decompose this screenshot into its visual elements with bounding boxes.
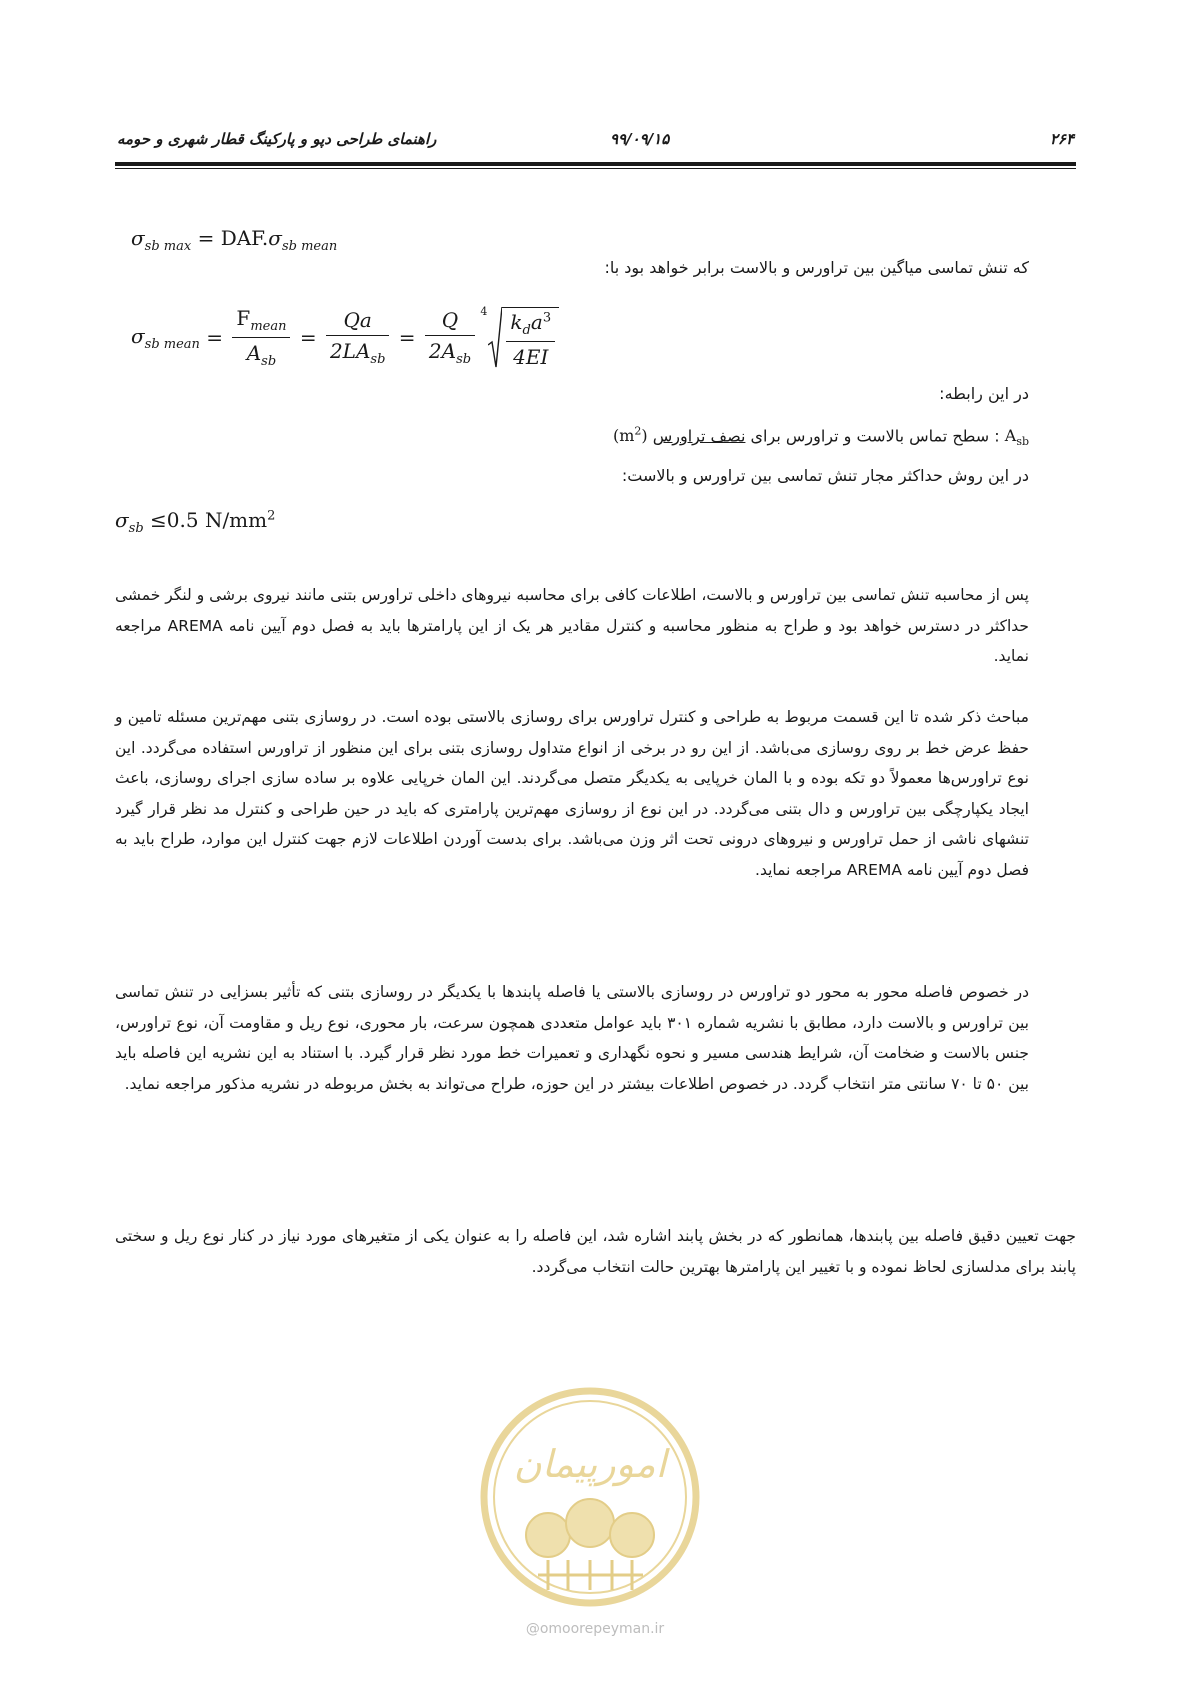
limit-line: در این روش حداکثر مجار تنش تماسی بین تراورس و بالاست: (621, 466, 1029, 485)
radical-sign-icon (488, 307, 502, 369)
watermark-url: @omoorepeyman.ir (525, 1621, 665, 1637)
underlined-half-sleeper: نصف تراورس (652, 426, 746, 446)
header-rule-thin (115, 168, 1076, 169)
fourth-root: 4 $\frac{k_da^3}{4EI}$ (484, 307, 559, 369)
formula-stress-limit: $\sigma_{sb} \le 0.5$ $N/mm^2$ (115, 508, 276, 536)
header-date: ۹۹/۰۹/۱۵ (610, 130, 670, 148)
page-header (115, 128, 1076, 152)
fraction-force-area: $\frac{F_{mean}}{A_{sb}}$ (232, 306, 290, 369)
paragraph-4: جهت تعیین دقیق فاصله بین پابندها، همانطور که در بخش پابند اشاره شد، این فاصله را به عنوان یکی از متغیرهای مورد نیاز در کنار نوع ریل و سختی پابند برای مدلسازی لحاظ نموده و با تغییر این پارامترها بهترین حالت انتخاب می‌گردد. (115, 1227, 1076, 1276)
paragraph-2: مباحث ذکر شده تا این قسمت مربوط به طراحی و کنترل تراورس برای روسازی بالاستی بوده است. در روسازی بتنی مهم‌ترین مسئله تامین و حفظ عرض خط بر روی روسازی می‌باشد. از این رو در برخی از انواع متداول روسازی بتنی برای این منظور از تراورس استفاده می‌گردد. این نوع تراورس‌ها معمولاً دو تکه بوده و با المان خرپایی به یکدیگر متصل می‌گردند. این المان خرپایی علاوه بر ساده سازی اجرای روسازی، باعث ایجاد یکپارچگی بین تراورس و دال بتنی می‌گردد. در این نوع از روسازی مهم‌ترین پارامتری که باید در حین طراحی و کنترل مد نظر قرار گیرد تنشهای ناشی از حمل تراورس و نیروهای درونی تحت اثر وزن می‌باشد. برای بدست آوردن اطلاعات لازم جهت کنترل این موارد، طراح باید به فصل دوم آیین نامه AREMA مراجعه نماید. (115, 708, 1029, 879)
paragraph-3: در خصوص فاصله محور به محور دو تراورس در روسازی بالاستی یا فاصله پابندها با یکدیگر در روسازی بتنی که تأثیر بسزایی در تنش تماسی بین تراورس و بالاست دارد، مطابق با نشریه شماره ۳۰۱ باید عوامل متعددی همچون سرعت، بار محوری، نوع ریل و مقاومت آن، نوع تراورس، جنس بالاست و ضخامت آن، شرایط هندسی مسیر و نحوه نگهداری و تعمیرات خط مورد نظر قرار گیرد. با استناد به این نشریه این فاصله باید بین ۵۰ تا ۷۰ سانتی متر انتخاب گردد. در خصوص اطلاعات بیشتر در این حوزه، طراح می‌تواند به بخش مربوطه در نشریه مذکور مراجعه نماید. (115, 983, 1029, 1093)
fraction-q: $\frac{Q}{2A_{sb}}$ (425, 308, 475, 367)
formula-mean-stress: $\sigma_{sb mean}$ = $\frac{F_{mean}}{A_{sb}}$ = $\frac{Qa}{2LA_{sb}}$ = $\frac{Q}{2A_{sb}}$ 4 $\frac{k_da^3}{4EI}$ (131, 306, 559, 369)
where-line: در این رابطه: (939, 384, 1029, 403)
omoor-peyman-seal-logo (478, 1385, 703, 1610)
header-rule-thick (115, 162, 1076, 166)
asb-definition: $A_{sb}$ : سطح تماس بالاست و تراورس برای نصف تراورس $(m^2)$ (612, 425, 1029, 449)
formula-max-stress: $\sigma_{sb max} = DAF.\sigma_{sb mean}$ (131, 226, 338, 254)
intro-line: که تنش تماسی میاگین بین تراورس و بالاست برابر خواهد بود با: (604, 258, 1029, 277)
svg-text:امورپیمان: امورپیمان (513, 1442, 667, 1486)
fraction-qa: $\frac{Qa}{2LA_{sb}}$ (326, 308, 389, 367)
header-title: راهنمای طراحی دپو و پارکینگ قطار شهری و حومه (117, 130, 437, 148)
paragraph-1: پس از محاسبه تنش تماسی بین تراورس و بالاست، اطلاعات کافی برای محاسبه نیروهای داخلی تراورس بتنی مانند نیروی برشی و لنگر خمشی حداکثر در دسترس خواهد بود و طراح به منظور محاسبه و کنترل مقادیر هر یک از این پارامترها باید به فصل دوم آیین نامه AREMA مراجعه نماید. (115, 586, 1029, 666)
page-number: ۲۶۴ (1049, 130, 1074, 148)
